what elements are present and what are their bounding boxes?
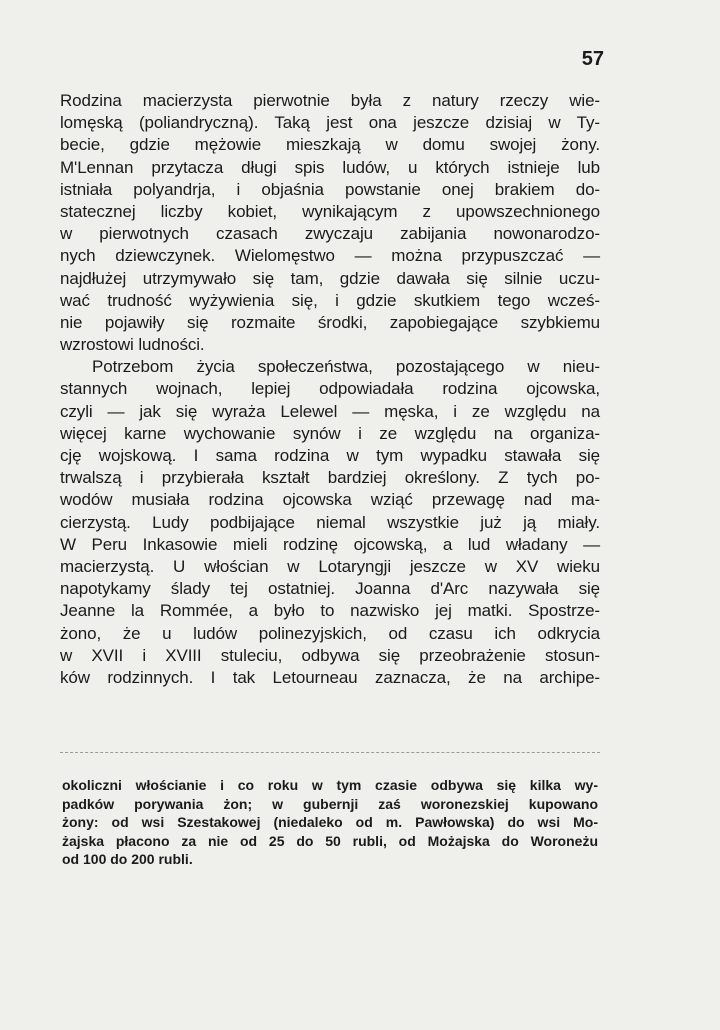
text-line: nych dziewczynek. Wielomęstwo — można przypuszczać — xyxy=(60,246,600,266)
text-line: najdłużej utrzymywało się tam, gdzie dawała się silnie uczu- xyxy=(60,268,600,288)
text-line: wzrostowi ludności. xyxy=(60,335,205,355)
text-line: żono, że u ludów polinezyjskich, od czasu ich odkrycia xyxy=(60,623,600,643)
text-line: czyli — jak się wyraża Lelewel — męska, i ze względu na xyxy=(60,401,600,421)
footnote-line: żony: od wsi Szestakowej (niedaleko od m. Pawłowska) do wsi Mo- xyxy=(62,814,598,831)
text-line: ków rodzinnych. I tak Letourneau zaznacza, że na archipe- xyxy=(60,667,600,687)
footnote xyxy=(62,776,598,869)
page-number: 57 xyxy=(581,48,604,70)
text-line: cierzystą. Ludy podbijające niemal wszystkie już ją miały. xyxy=(60,512,600,532)
text-line: W Peru Inkasowie mieli rodzinę ojcowską, a lud władany — xyxy=(60,534,600,554)
text-line: lomęską (poliandryczną). Taką jest ona jeszcze dzisiaj w Ty- xyxy=(60,113,600,133)
footnote-line: okoliczni włościanie i co roku w tym czasie odbywa się kilka wy- xyxy=(62,777,598,793)
text-line: Potrzebom życia społeczeństwa, pozostającego w nieu- xyxy=(92,357,600,377)
footnote-line: padków porywania żon; w gubernji zaś woronezskiej kupowano xyxy=(62,795,598,812)
text-line: macierzystą. U włościan w Lotaryngji jeszcze w XV wieku xyxy=(60,556,600,576)
text-line: napotykamy ślady tej ostatniej. Joanna d'Arc nazywała się xyxy=(60,579,600,599)
text-line: M'Lennan przytacza długi spis ludów, u których istnieje lub xyxy=(60,157,600,177)
text-line: Jeanne la Rommée, a było to nazwisko jej matki. Spostrze- xyxy=(60,601,600,621)
footnote-line: żajska płacono za nie od 25 do 50 rubli, od Możajska do Woroneżu xyxy=(62,832,598,849)
text-line: w XVII i XVIII stuleciu, odbywa się przeobrażenie stosun- xyxy=(60,645,600,665)
footnote-rule xyxy=(60,752,600,753)
text-line: nie pojawiły się rozmaite środki, zapobiegające szybkiemu xyxy=(60,312,600,332)
text-line: trwalszą i przybierała kształt bardziej określony. Z tych po- xyxy=(60,468,600,488)
text-line: więcej karne wychowanie synów i ze względu na organiza- xyxy=(60,423,600,443)
text-line: stannych wojnach, lepiej odpowiadała rodzina ojcowska, xyxy=(60,379,600,399)
text-line: cję wojskową. I sama rodzina w tym wypadku stawała się xyxy=(60,446,600,465)
text-line: statecznej liczby kobiet, wynikającym z upowszechnionego xyxy=(60,201,600,221)
footnote-line: od 100 do 200 rubli. xyxy=(62,851,193,868)
text-line: istniała polyandrja, i objaśnia powstanie onej brakiem do- xyxy=(60,179,600,199)
text-line: becie, gdzie mężowie mieszkają w domu swojej żony. xyxy=(60,135,600,155)
text-line: wodów musiała rodzina ojcowska wziąć przewagę nad ma- xyxy=(60,490,600,510)
text-line: Rodzina macierzysta pierwotnie była z natury rzeczy wie- xyxy=(60,91,600,110)
text-line: w pierwotnych czasach zwyczaju zabijania nowonarodzo- xyxy=(60,224,600,244)
main-text xyxy=(60,90,600,689)
text-line: wać trudność wyżywienia się, i gdzie skutkiem tego wcześ- xyxy=(60,290,600,310)
